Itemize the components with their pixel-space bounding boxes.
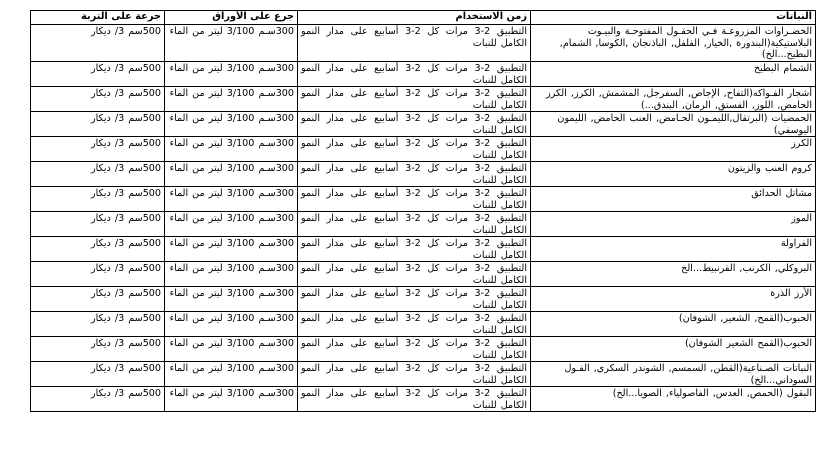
- table-row: [31, 25, 816, 62]
- leaf-dose-cell: 300سـم 3/100 ليتر من الماء: [165, 312, 298, 337]
- plant-cell: الخضـراوات المزروعـة فـي الحقـول المفتوحـة والبيـوت البلاستيكية(البندورة ,الخيار, الفلفل, الباذنجان ,الكوسا, الشمام, البطيخ...الخ): [531, 25, 816, 62]
- plant-cell: الحبوب(القمح الشعير الشوفان): [531, 337, 816, 362]
- table-row: [31, 62, 816, 87]
- time-cell: التطبيق 2-3 مرات كل 2-3 أسابيع على مدار النمو الكامل للنبات: [298, 287, 531, 312]
- table-row: [31, 112, 816, 137]
- time-cell: التطبيق 2-3 مرات كل 2-3 أسابيع على مدار النمو الكامل للنبات: [298, 187, 531, 212]
- leaf-dose-cell: 300سـم 3/100 ليتر من الماء: [165, 237, 298, 262]
- plant-cell: مشاتل الحدائق: [531, 187, 816, 212]
- plant-cell: الأرز الذرة: [531, 287, 816, 312]
- leaf-dose-cell: 300سـم 3/100 ليتر من الماء: [165, 337, 298, 362]
- soil-dose-cell: 500سم 3/ دیکار: [31, 362, 165, 387]
- leaf-dose-cell: 300سـم 3/100 ليتر من الماء: [165, 262, 298, 287]
- header-row: [31, 11, 816, 25]
- soil-dose-cell: 500سم 3/ دیکار: [31, 312, 165, 337]
- plant-cell: الفراولة: [531, 237, 816, 262]
- time-cell: التطبيق 2-3 مرات كل 2-3 أسابيع على مدار النمو الكامل للنبات: [298, 112, 531, 137]
- leaf-dose-cell: 300سـم 3/100 ليتر من الماء: [165, 162, 298, 187]
- time-cell: التطبيق 2-3 مرات كل 2-3 أسابيع على مدار النمو الكامل للنبات: [298, 25, 531, 62]
- dosage-document: [30, 10, 815, 412]
- table-row: [31, 187, 816, 212]
- plant-cell: كروم العنب والزيتون: [531, 162, 816, 187]
- table-row: [31, 387, 816, 412]
- table-row: [31, 287, 816, 312]
- table-row: [31, 362, 816, 387]
- dosage-table: [30, 10, 816, 412]
- plant-cell: الحبوب(القمح, الشعير, الشوفان): [531, 312, 816, 337]
- soil-dose-cell: 500سم 3/ دیکار: [31, 137, 165, 162]
- time-cell: التطبيق 2-3 مرات كل 2-3 أسابيع على مدار النمو الكامل للنبات: [298, 312, 531, 337]
- table-row: [31, 312, 816, 337]
- table-row: [31, 262, 816, 287]
- leaf-dose-cell: 300سـم 3/100 ليتر من الماء: [165, 187, 298, 212]
- soil-dose-cell: 500سم 3/ دیکار: [31, 62, 165, 87]
- header-time: زمن الاستخدام: [298, 11, 531, 25]
- soil-dose-cell: 500سم 3/ دیکار: [31, 87, 165, 112]
- soil-dose-cell: 500سم 3/ دیکار: [31, 262, 165, 287]
- table-row: [31, 87, 816, 112]
- plant-cell: الشمام البطيخ: [531, 62, 816, 87]
- time-cell: التطبيق 2-3 مرات كل 2-3 أسابيع على مدار النمو الكامل للنبات: [298, 337, 531, 362]
- leaf-dose-cell: 300سـم 3/100 ليتر من الماء: [165, 387, 298, 412]
- leaf-dose-cell: 300سـم 3/100 ليتر من الماء: [165, 212, 298, 237]
- soil-dose-cell: 500سم 3/ دیکار: [31, 25, 165, 62]
- soil-dose-cell: 500سم 3/ دیکار: [31, 287, 165, 312]
- plant-cell: الكرز: [531, 137, 816, 162]
- time-cell: التطبيق 2-3 مرات كل 2-3 أسابيع على مدار النمو الكامل للنبات: [298, 137, 531, 162]
- plant-cell: أشجار الفـواكه(التفاح, الإجاص, السفرجل, المشمش, الكرز, الكرز الحامض, اللوز, الفستق, الرمان, البندق...): [531, 87, 816, 112]
- leaf-dose-cell: 300سـم 3/100 ليتر من الماء: [165, 112, 298, 137]
- soil-dose-cell: 500سم 3/ دیکار: [31, 162, 165, 187]
- time-cell: التطبيق 2-3 مرات كل 2-3 أسابيع على مدار النمو الكامل للنبات: [298, 362, 531, 387]
- time-cell: التطبيق 2-3 مرات كل 2-3 أسابيع على مدار النمو الكامل للنبات: [298, 262, 531, 287]
- soil-dose-cell: 500سم 3/ دیکار: [31, 237, 165, 262]
- plant-cell: الموز: [531, 212, 816, 237]
- header-soil-dose: جرعة على التربة: [31, 11, 165, 25]
- table-row: [31, 237, 816, 262]
- leaf-dose-cell: 300سـم 3/100 ليتر من الماء: [165, 287, 298, 312]
- time-cell: التطبيق 2-3 مرات كل 2-3 أسابيع على مدار النمو الكامل للنبات: [298, 237, 531, 262]
- plant-cell: النباتات الصـناعية(القطن, السمسم, الشوندر السكري, الفـول السوداني...الخ): [531, 362, 816, 387]
- leaf-dose-cell: 300سـم 3/100 ليتر من الماء: [165, 62, 298, 87]
- leaf-dose-cell: 300سـم 3/100 ليتر من الماء: [165, 25, 298, 62]
- time-cell: التطبيق 2-3 مرات كل 2-3 أسابيع على مدار النمو الكامل للنبات: [298, 62, 531, 87]
- time-cell: التطبيق 2-3 مرات كل 2-3 أسابيع على مدار النمو الكامل للنبات: [298, 212, 531, 237]
- soil-dose-cell: 500سم 3/ دیکار: [31, 112, 165, 137]
- time-cell: التطبيق 2-3 مرات كل 2-3 أسابيع على مدار النمو الكامل للنبات: [298, 162, 531, 187]
- header-leaf-dose: جرع على الأوراق: [165, 11, 298, 25]
- plant-cell: الحمضيات (البرتقال,الليمـون الحـامض, العنب الحامض, الليمون اليوسفي): [531, 112, 816, 137]
- table-row: [31, 337, 816, 362]
- soil-dose-cell: 500سم 3/ دیکار: [31, 212, 165, 237]
- header-plants: النباتات: [531, 11, 816, 25]
- leaf-dose-cell: 300سـم 3/100 ليتر من الماء: [165, 87, 298, 112]
- plant-cell: البقول (الحمص, العدس, الفاصولياء, الصويا...الخ): [531, 387, 816, 412]
- soil-dose-cell: 500سم 3/ دیکار: [31, 337, 165, 362]
- time-cell: التطبيق 2-3 مرات كل 2-3 أسابيع على مدار النمو الكامل للنبات: [298, 387, 531, 412]
- plant-cell: البروكلي, الكرنب, القرنبيط...الخ: [531, 262, 816, 287]
- time-cell: التطبيق 2-3 مرات كل 2-3 أسابيع على مدار النمو الكامل للنبات: [298, 87, 531, 112]
- leaf-dose-cell: 300سـم 3/100 ليتر من الماء: [165, 137, 298, 162]
- table-row: [31, 212, 816, 237]
- soil-dose-cell: 500سم 3/ دیکار: [31, 387, 165, 412]
- leaf-dose-cell: 300سـم 3/100 ليتر من الماء: [165, 362, 298, 387]
- table-row: [31, 137, 816, 162]
- table-row: [31, 162, 816, 187]
- soil-dose-cell: 500سم 3/ دیکار: [31, 187, 165, 212]
